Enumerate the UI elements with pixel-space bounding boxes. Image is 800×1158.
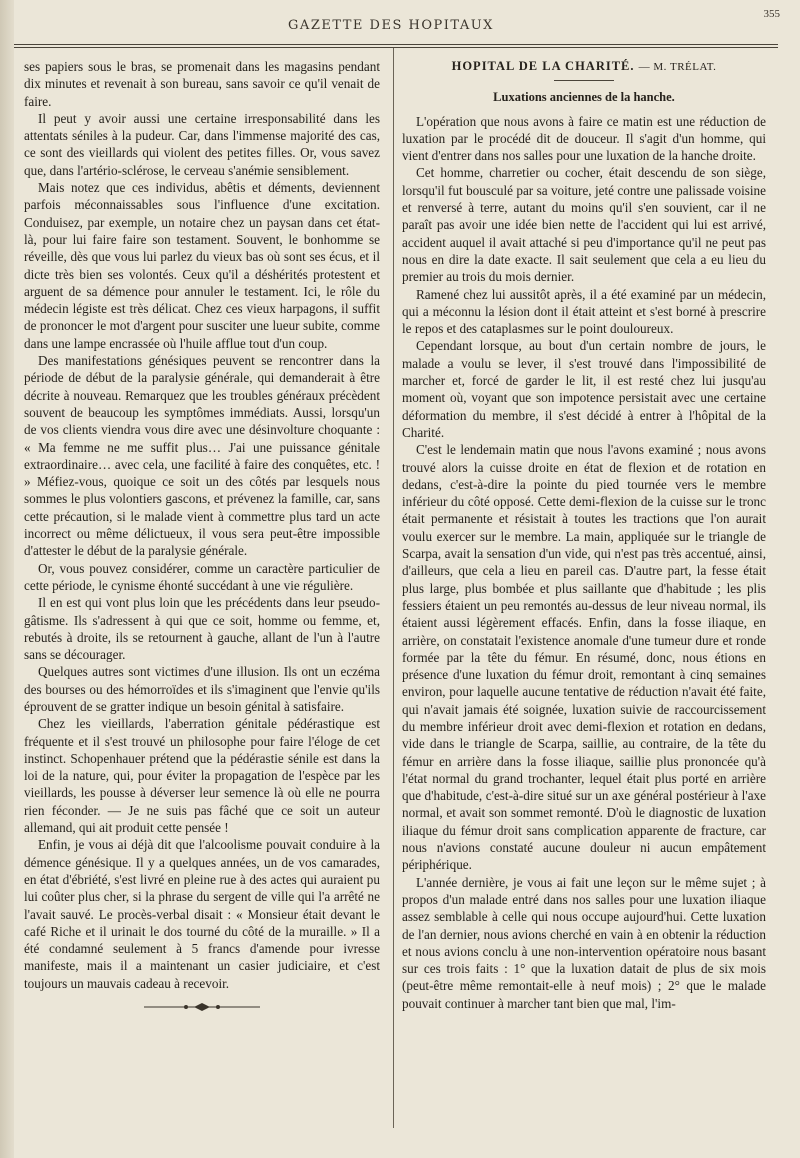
author-name: — M. TRÉLAT. bbox=[638, 61, 717, 73]
header-rule-double bbox=[14, 47, 778, 48]
section-title: Luxations anciennes de la hanche. bbox=[493, 90, 675, 105]
heading-rule bbox=[554, 80, 614, 81]
paragraph: Quelques autres sont victimes d'une illusion. Ils ont un eczéma des bourses ou des hémorroïdes et ils s'imaginent que l'envie qu'ils éprouvent de se gratter indique un besoin génital à satisfaire. bbox=[24, 664, 380, 714]
paragraph: Des manifestations génésiques peuvent se rencontrer dans la période de début de la paralysie générale, qui demanderait à être décrite à nouveau. Remarquez que les troubles généraux précèdent souvent de beaucoup les symptômes immédiats. Aussi, lorsqu'un de vos clients viendra vous dire avec une désinvolture choquante : « Ma femme ne me suffit plus… J'ai une puissance génitale extraordinaire… avec cela, une facilité à faire des conquêtes, etc. ! » Méfiez-vous, quoique ce soit un des côtés par lesquels nous sommes le plus volontiers gascons, et prévenez la famille, car, sans cette précaution, si le malade vient à commettre plus tard un acte incorrect ou même délictueux, il vous sera peut-être impossible d'attester le début de la paralysie générale. bbox=[24, 353, 380, 559]
header-rule bbox=[14, 44, 778, 45]
hospital-name: HOPITAL DE LA CHARITÉ. bbox=[451, 59, 635, 73]
paragraph: Enfin, je vous ai déjà dit que l'alcoolisme pouvait conduire à la démence génésique. Il y a quelques années, un de vos camarades, en état d'ébriété, s'est livré en pleine rue à des actes qui auraient pu lui coûter plus cher, si la phrase du sergent de ville qui l'a arrêté ne l'avait sauvé. Le procès-verbal disait : « Monsieur était devant le café Riche et il urinait le dos tourné du côté de la muraille. » Il a été condamné seulement à 5 francs d'amende pour ivresse manifeste, mais il a maintenant un casier judiciaire, et c'est toujours un mauvais cadeau à recevoir. bbox=[24, 837, 380, 991]
end-ornament bbox=[142, 1002, 262, 1012]
paragraph: ses papiers sous le bras, se promenait dans les magasins pendant dix minutes et revenait à son bureau, sans savoir ce qu'il venait de faire. bbox=[24, 59, 380, 109]
column-divider bbox=[393, 48, 394, 1128]
paragraph: L'opération que nous avons à faire ce matin est une réduction de luxation par le procédé dit de douceur. Il s'agit d'un homme, qui vient d'entrer dans nos salles pour une luxation de la hanche droite. bbox=[402, 113, 766, 164]
paragraph: Or, vous pouvez considérer, comme un caractère particulier de cette période, le cynisme éhonté succédant à une vie régulière. bbox=[24, 560, 380, 593]
right-column bbox=[402, 58, 766, 1012]
paragraph: C'est le lendemain matin que nous l'avons examiné ; nous avons trouvé alors la cuisse droite en état de flexion et de rotation en dedans, c'est-à-dire la pointe du pied tournée vers le membre inférieur du côté opposé. Cette demi-flexion de la cuisse sur le tronc était permanente et résistait à toutes les tractions que l'on aurait voulu exercer sur le membre. La main, appliquée sur le triangle de Scarpa, avait la sensation d'un vide, qui n'est pas très accentué, ainsi, d'ailleurs, que cela a lieu en pareil cas. D'autre part, la fesse était plus large, plus bombée et plus saillante que d'habitude ; les plis fessiers étaient un peu remontés au-dessus de leur niveau normal, ils étaient aussi légèrement effacés. Enfin, dans la fosse iliaque, en arrière, on constatait l'existence anomale d'une tumeur dure et ronde formée par la tête du fémur. En résumé, donc, nous étions en présence d'une luxation du fémur droit, remontant à cinq semaines environ, pour laquelle aucune tentative de réduction n'avait été faite, qui n'avait jamais été soignée, luxation suivie de raccourcissement du membre inférieur droit avec demi-flexion et rotation en dedans, vide dans le triangle de Scarpa, saillie, au contraire, de la tête du fémur en arrière dans la fosse iliaque, saillie plus prononcée qu'à l'état normal du grand trochanter, lequel était plus porté en arrière que d'habitude, c'est-à-dire situé sur un axe général postérieur à l'axe normal, et avait son sommet remonté. D'où le diagnostic de luxation iliaque du fémur droit sans complication apparente de fracture, car nous n'avions constaté aucune douleur ni aucun empâtement périphérique. bbox=[402, 442, 766, 873]
paragraph: L'année dernière, je vous ai fait une leçon sur le même sujet ; à propos d'un malade entré dans nos salles pour une luxation iliaque assez semblable à celle qui nous occupe aujourd'hui. Cette luxation de l'an dernier, nous avions cherché en vain à en obtenir la réduction et nous avions conclu à une non-intervention opératoire nous basant sur ces trois faits : 1° que la luxation datait de plus de six mois (peut-être même remontait-elle à neuf mois) ; 2° que le malade pouvait continuer à marcher tant bien que mal, l'im- bbox=[402, 874, 766, 1011]
paragraph: Mais notez que ces individus, abêtis et déments, deviennent parfois méconnaissables sous l'influence d'une excitation. Conduisez, par exemple, un notaire chez un paysan dans cet état-là, pour lui faire faire son testament. Souvent, le bonhomme se réveille, dès que vous lui parlez du vieux bas où sont ses écus, et il dicte très bien ses volontés. Ceux qu'il a déshérités protestent et arguent de sa démence pour annuler le testament. Ici, le rôle du médecin légiste est très délicat. Chez ces vieux harpagons, il suffit de prononcer le mot d'argent pour susciter une lueur subite, comme dans une lampe encrassée où l'huile afflue tout d'un coup. bbox=[24, 180, 380, 351]
paragraph: Cet homme, charretier ou cocher, était descendu de son siège, lorsqu'il fut bousculé par sa voiture, jeté contre une palissade voisine et renversé à terre, autant du moins qu'il s'en souvient, car il ne paraît pas avoir une idée bien nette de l'accident qui lui est arrivé, accident auquel il avait attaché si peu d'importance qu'il ne peut pas nous en dire la date exacte. Il sait seulement que cela a eu lieu du premier au trois du mois dernier. bbox=[402, 165, 766, 285]
running-title: GAZETTE DES HOPITAUX bbox=[288, 18, 494, 33]
paragraph: Ramené chez lui aussitôt après, il a été examiné par un médecin, qui a méconnu la lésion dont il était atteint et s'est borné à prescrire le repos et des cataplasmes sur le point douloureux. bbox=[402, 286, 766, 337]
paragraph: Chez les vieillards, l'aberration génitale pédérastique est fréquente et il s'est trouvé un philosophe pour faire l'éloge de cet instinct. Schopenhauer prétend que la pédérastie sénile est dans la loi de la nature, qui, pour éviter la propagation de l'espèce par les vieillards, les pousse à déverser leur semence là où elle ne pourra rien féconder. — Je ne suis pas fâché que ce soit un auteur allemand, qui ait produit cette pensée ! bbox=[24, 716, 380, 836]
paragraph: Cependant lorsque, au bout d'un certain nombre de jours, le malade a voulu se lever, il s'est trouvé dans l'impossibilité de marcher et, forcé de garder le lit, il est resté chez lui jusqu'au moment où, voyant que son impotence persistait avec une certaine déformation du membre, il s'est décidé à entrer à l'hôpital de la Charité. bbox=[402, 338, 766, 440]
binding-gutter bbox=[0, 0, 14, 1158]
hospital-heading bbox=[402, 58, 766, 76]
left-column bbox=[24, 58, 380, 1012]
page-header bbox=[10, 8, 780, 38]
paragraph: Il en est qui vont plus loin que les précédents dans leur pseudo-gâtisme. Ils s'adressent à qui que ce soit, homme ou femme, et, rebutés à droite, ils se retournent à gauche, allant de l'un à l'autre sans se décourager. bbox=[24, 595, 380, 663]
paragraph: Il peut y avoir aussi une certaine irresponsabilité dans les attentats séniles à la pudeur. Car, dans l'immense majorité des cas, ce sont des vieillards qui violent des petites filles. Or, vous savez que, dans l'artério-sclérose, le cerveau s'anémie sensiblement. bbox=[24, 110, 380, 178]
page-number: 355 bbox=[763, 8, 780, 20]
